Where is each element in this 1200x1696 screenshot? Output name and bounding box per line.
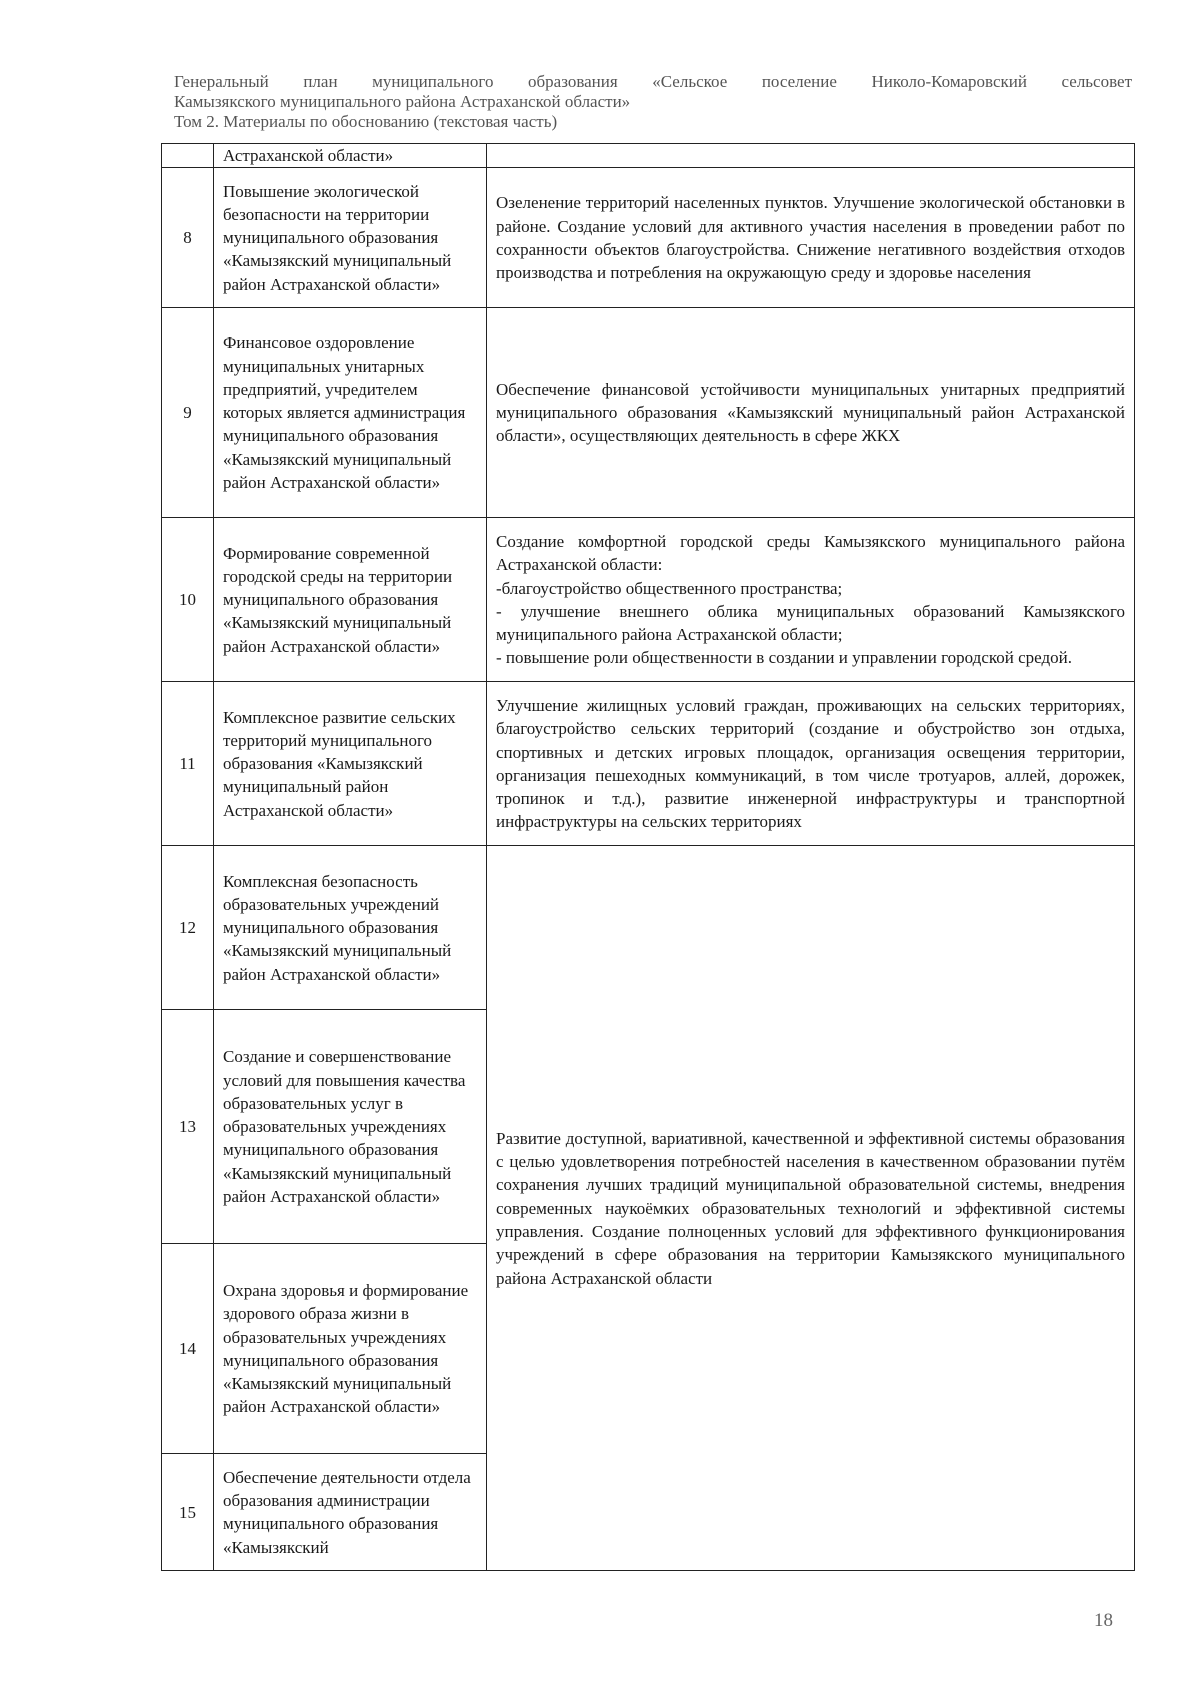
- table-row: [162, 846, 1135, 1010]
- header-title-line1: Генеральный план муниципального образования «Сельское поселение Николо-Комаровский сельсовет: [174, 72, 1132, 91]
- program-name-cell: Охрана здоровья и формирование здорового образа жизни в образовательных учреждениях муниципального образования «Камызякский муниципальный район Астраханской области»: [214, 1244, 487, 1454]
- row-number-cell: 11: [162, 682, 214, 846]
- row-number-cell: [162, 144, 214, 168]
- program-name-cell: Финансовое оздоровление муниципальных унитарных предприятий, учредителем которых является администрация муниципального образования «Камызякский муниципальный район Астраханской области»: [214, 308, 487, 518]
- page-number: 18: [1094, 1610, 1113, 1631]
- program-goal-cell: Обеспечение финансовой устойчивости муниципальных унитарных предприятий муниципального образования «Камызякский муниципальный район Астраханской области», осуществляющих деятельность в сфере ЖКХ: [487, 308, 1135, 518]
- row-number-cell: 14: [162, 1244, 214, 1454]
- row-number-cell: 9: [162, 308, 214, 518]
- table-row-continued: [162, 144, 1135, 168]
- row-number-cell: 12: [162, 846, 214, 1010]
- program-goal-cell: [487, 518, 1135, 682]
- program-name-cell: Астраханской области»: [214, 144, 487, 168]
- document-header: [174, 72, 1132, 132]
- program-name-cell: Комплексная безопасность образовательных учреждений муниципального образования «Камызякский муниципальный район Астраханской области»: [214, 846, 487, 1010]
- program-goal-cell: Озеленение территорий населенных пунктов. Улучшение экологической обстановки в районе. Создание условий для активного участия населения в проведении работ по сохранности объектов благоустройства. Снижение негативного воздействия отходов производства и потребления на окружающую среду и здоровье населения: [487, 168, 1135, 308]
- table-row: [162, 308, 1135, 518]
- program-name-cell: Обеспечение деятельности отдела образования администрации муниципального образования «Камызякский: [214, 1454, 487, 1571]
- program-goal-cell: Улучшение жилищных условий граждан, проживающих на сельских территориях, благоустройство сельских территорий (создание и обустройство зон отдыха, спортивных и детских игровых площадок, организация освещения территории, организация пешеходных коммуникаций, в том числе тротуаров, аллей, дорожек, тропинок и т.д.), развитие инженерной инфраструктуры и транспортной инфраструктуры на сельских территориях: [487, 682, 1135, 846]
- header-title-line2: Камызякского муниципального района Астраханской области»: [174, 92, 631, 111]
- row-number-cell: 10: [162, 518, 214, 682]
- programs-table: [161, 143, 1135, 1571]
- table-row: [162, 168, 1135, 308]
- program-name-cell: Формирование современной городской среды на территории муниципального образования «Камызякский муниципальный район Астраханской области»: [214, 518, 487, 682]
- table-row: [162, 682, 1135, 846]
- goal-paragraph: Создание комфортной городской среды Камызякского муниципального района Астраханской области:: [496, 531, 1125, 575]
- goal-paragraph: - повышение роли общественности в создании и управлении городской средой.: [496, 648, 1072, 668]
- goal-paragraph: - улучшение внешнего облика муниципальных образований Камызякского муниципального района Астраханской области;: [496, 601, 1125, 645]
- program-goal-cell-shared: Развитие доступной, вариативной, качественной и эффективной системы образования с целью удовлетворения потребностей населения в качественном образовании путём сохранения лучших традиций муниципальной образовательной системы, внедрения современных наукоёмких образовательных технологий и эффективной системы управления. Создание полноценных условий для эффективного функционирования учреждений в сфере образования на территории Камызякского муниципального района Астраханской области: [487, 846, 1135, 1571]
- table-row: [162, 518, 1135, 682]
- header-volume-line: Том 2. Материалы по обоснованию (текстовая часть): [174, 112, 558, 131]
- program-name-cell: Повышение экологической безопасности на территории муниципального образования «Камызякский муниципальный район Астраханской области»: [214, 168, 487, 308]
- row-number-cell: 8: [162, 168, 214, 308]
- row-number-cell: 15: [162, 1454, 214, 1571]
- program-goal-cell: [487, 144, 1135, 168]
- program-name-cell: Комплексное развитие сельских территорий муниципального образования «Камызякский муниципальный район Астраханской области»: [214, 682, 487, 846]
- row-number-cell: 13: [162, 1010, 214, 1244]
- goal-paragraph: -благоустройство общественного пространства;: [496, 578, 843, 598]
- program-name-cell: Создание и совершенствование условий для повышения качества образовательных услуг в образовательных учреждениях муниципального образования «Камызякский муниципальный район Астраханской области»: [214, 1010, 487, 1244]
